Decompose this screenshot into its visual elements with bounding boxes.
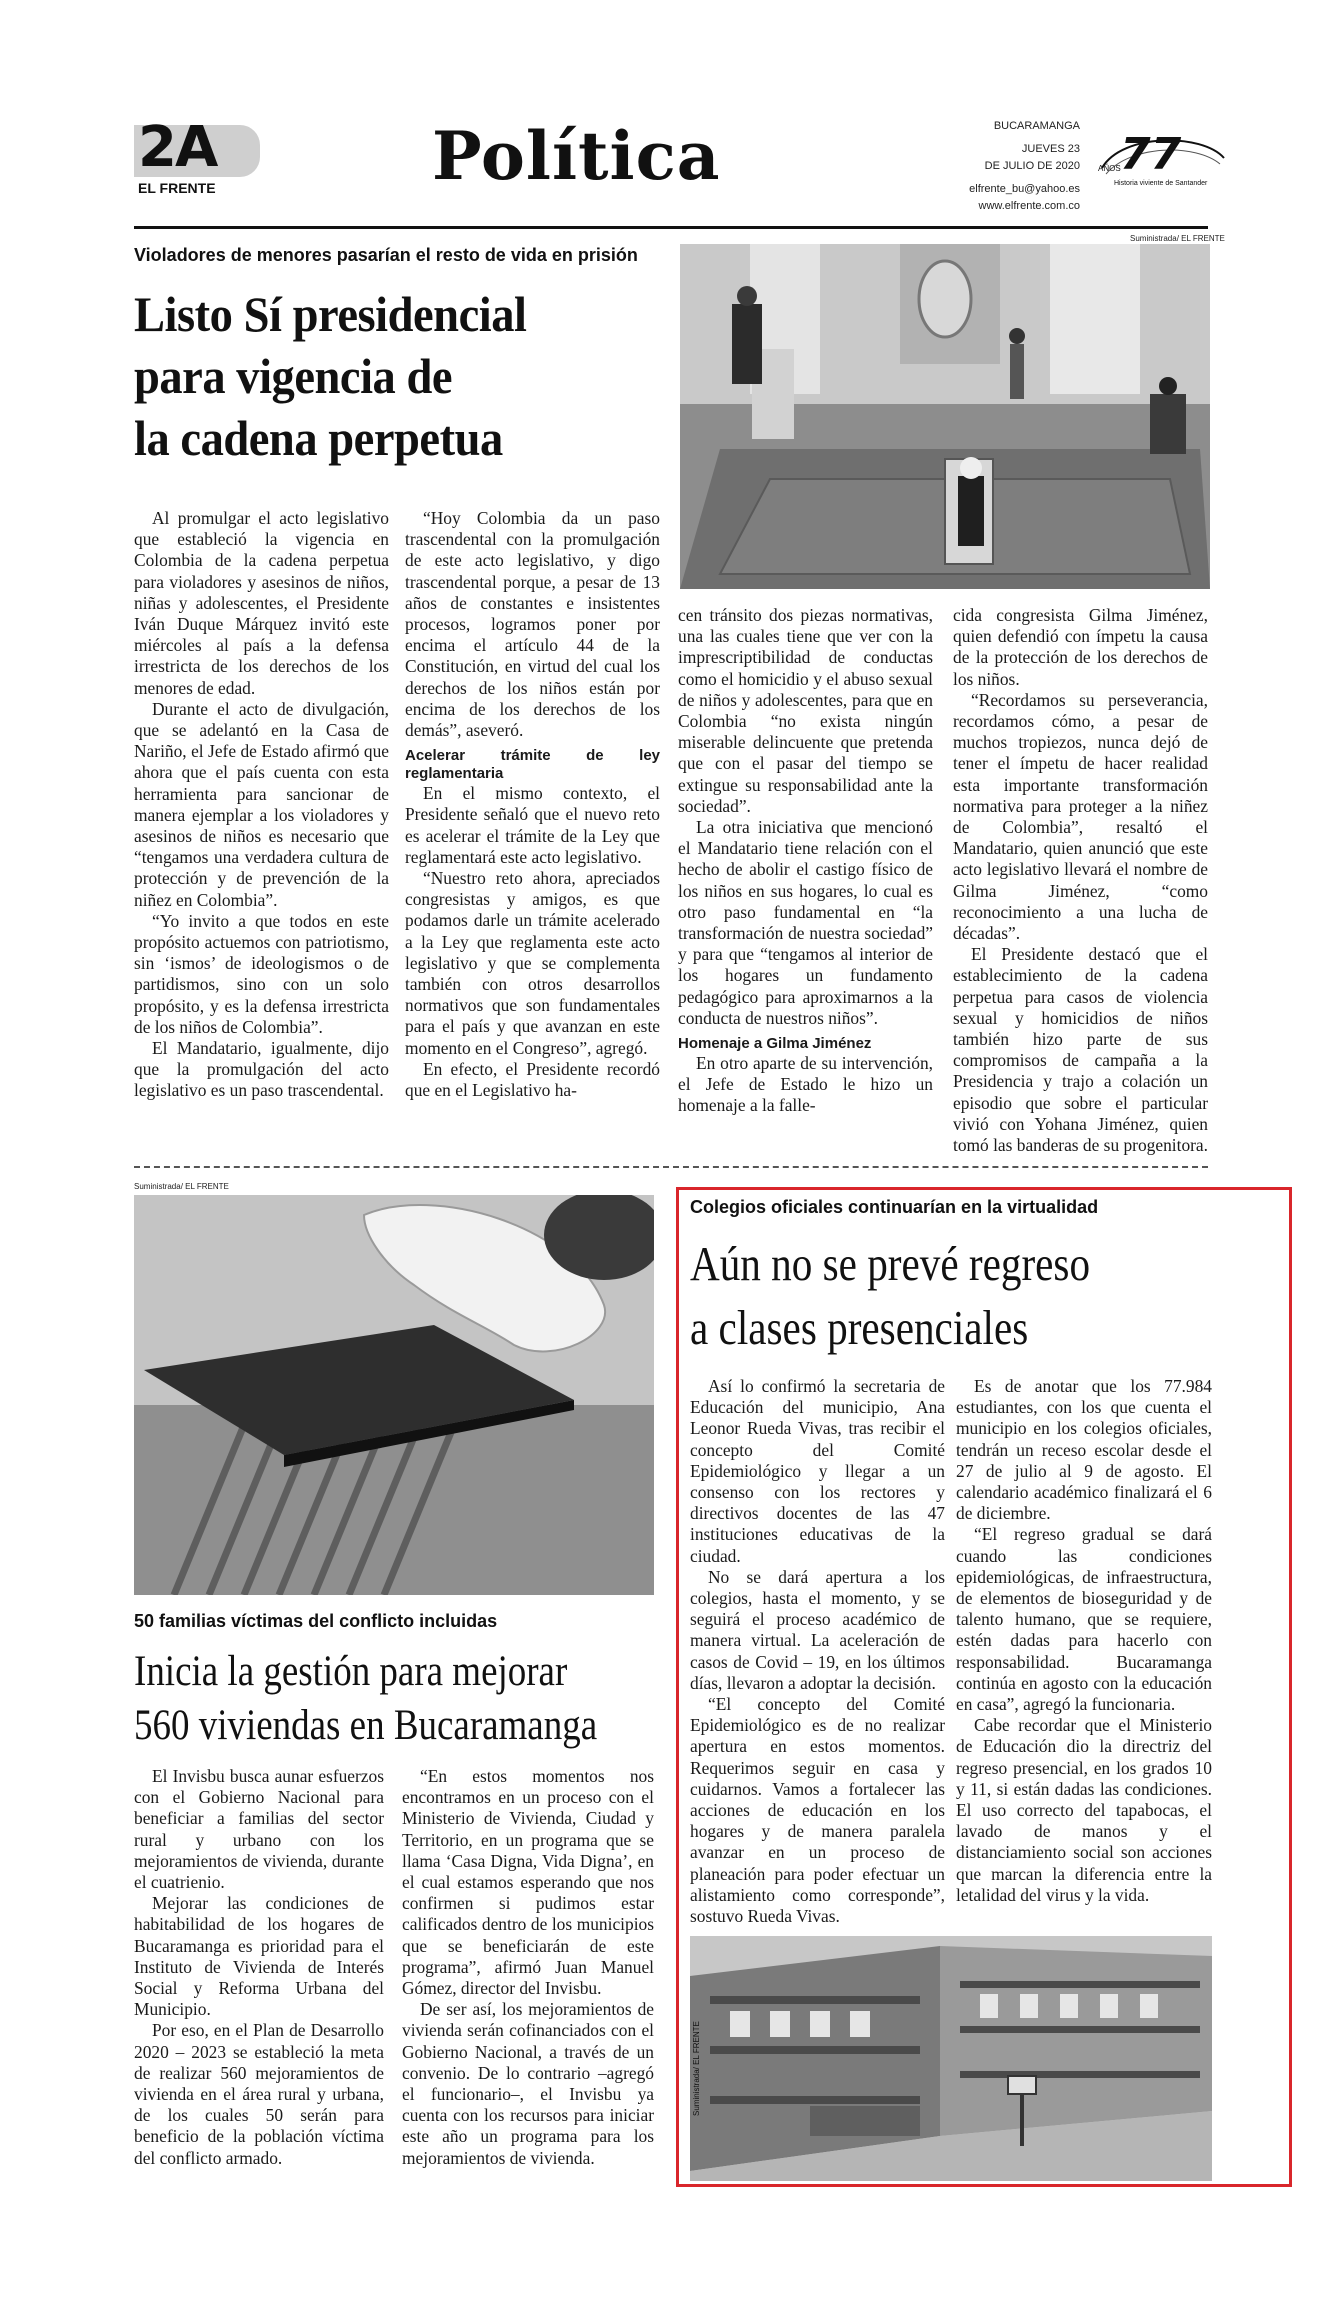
dateline-city: BUCARAMANGA: [993, 120, 1080, 132]
anniversary-number: 77: [1120, 129, 1182, 180]
article2-paragraph: “En estos momentos nos encontramos en un proceso con el Ministerio de Vivienda, Ciudad y Territorio, en un programa que se llama ‘Casa Digna, Vida Digna’, en el cual estamos esperando que nos confirmen si pudimos estar calificados dentro de los municipios que se beneficiarán de este programa”, afirmó Juan Manuel Gómez, director del Invisbu.: [402, 1766, 654, 1999]
article1-headline-line: para vigencia de: [134, 348, 453, 404]
article1-paragraph: Al promulgar el acto legislativo que estableció la vigencia en Colombia de la cadena perpetua para violadores y asesinos de niños, niñas y adolescentes, el Presidente Iván Duque Márquez invitó este miércoles al país a la defensa irrestricta de los derechos de los menores de edad.: [134, 508, 389, 698]
article1-paragraph: El Mandatario, igualmente, dijo que la promulgación del acto legislativo es un paso trascendental.: [134, 1038, 389, 1101]
article2-column-2: [402, 1766, 654, 2169]
article1-paragraph: cida congresista Gilma Jiménez, quien defendió con ímpetu la causa de la protección de los derechos de los niños.: [953, 605, 1208, 689]
article1-paragraph: “Nuestro reto ahora, apreciados congresistas y amigos, es que podamos darle un trámite acelerado a la Ley que reglamenta este acto legislativo y que se complementa también con otros desarrollos normativos que son fundamentales para el país y que avanzan en este momento en el Congreso”, agregó.: [405, 868, 660, 1058]
article1-paragraph: “Yo invito a que todos en este propósito actuemos con patriotismo, sin ‘ismos’ de ideologismos o de partidismos, sino con un solo propósito, y es la defensa irrestricta de los niños de Colombia”.: [134, 910, 389, 1037]
school-courtyard-photo-image: [690, 1936, 1212, 2181]
article2-paragraph: Por eso, en el Plan de Desarrollo 2020 – 2023 se estableció la meta de realizar 560 mejoramientos de vivienda en el área rural y urbana, de los cuales 50 serán para beneficio de la población víctima del conflicto armado.: [134, 2020, 384, 2168]
header-rule: [134, 226, 1208, 229]
article2-paragraph: Mejorar las condiciones de habitabilidad de los hogares de Bucaramanga es prioridad para el Instituto de Vivienda de Interés Social y Reforma Urbana del Municipio.: [134, 1893, 384, 2020]
article3-column-1: [690, 1376, 945, 1927]
article1-photo-credit: Suministrada/ EL FRENTE: [1130, 234, 1225, 243]
article3-headline: [690, 1232, 1090, 1360]
article3-paragraph: Es de anotar que los 77.984 estudiantes, con los que cuenta el municipio en los colegios oficiales, tendrán un receso escolar desde el 27 de julio al 9 de agosto. El calendario académico finalizará el 6 de diciembre.: [956, 1376, 1212, 1524]
article1-paragraph: “Hoy Colombia da un paso trascendental con la promulgación de este acto legislativo, y digo trascendental porque, a pesar de 13 años de constantes e insistentes procesos, logramos poner por encima el artículo 44 de la Constitución, en virtud del cual los derechos de los niños están por encima de los derechos de los demás”, aseveró.: [405, 508, 660, 741]
article3-paragraph: “El regreso gradual se dará cuando las condiciones epidemiológicas, de infraestructura, de elementos de bioseguridad y de talento humano, que se requiere, estén dadas para hacerlo con responsabilidad. Bucaramanga continúa en agosto con la educación en casa”, agregó la funcionaria.: [956, 1524, 1212, 1715]
article1-column-3: [678, 605, 933, 1117]
dateline-date: DE JULIO DE 2020: [984, 160, 1080, 172]
article2-photo-credit: Suministrada/ EL FRENTE: [134, 1182, 229, 1191]
article1-subhead: Homenaje a Gilma Jiménez: [678, 1035, 872, 1053]
article2-column-1: [134, 1766, 384, 2169]
anniversary-logo: [1092, 128, 1232, 198]
article1-kicker: Violadores de menores pasarían el resto de vida en prisión: [134, 245, 638, 265]
article3-paragraph: No se dará apertura a los colegios, hasta el momento, y se seguirá el proceso académico de manera virtual. La aceleración de casos de Covid – 19, en los últimos días, llevaron a adoptar la decisión.: [690, 1566, 945, 1693]
article2-paragraph: De ser así, los mejoramientos de vivienda serán cofinanciados con el Gobierno Nacional, a través de un convenio. De lo contrario –agregó el funcionario–, el Invisbu ya cuenta con los recursos para iniciar este año un programa para los mejoramientos de vivienda.: [402, 1999, 654, 2168]
contact-email: elfrente_bu@yahoo.es: [969, 183, 1080, 195]
article1-paragraph: En efecto, el Presidente recordó que en el Legislativo ha-: [405, 1058, 660, 1101]
article2-photo: [134, 1195, 654, 1595]
article1-subhead: Acelerar trámite de ley reglamentaria: [405, 747, 660, 783]
article3-headline-line: Aún no se prevé regreso: [690, 1236, 1091, 1291]
article1-paragraph: “Recordamos su perseverancia, recordamos cómo, a pesar de muchos tropiezos, nunca dejó de tener el ímpetu de hacer realidad esta importante transformación normativa para proteger a la niñez de Colombia”, resaltó el Mandatario, quien anunció que este acto legislativo llevará el nombre de Gilma Jiménez, “como reconocimiento a una lucha de décadas”.: [953, 689, 1208, 944]
article2-kicker: 50 familias víctimas del conflicto incluidas: [134, 1611, 498, 1631]
article2-headline-line: 560 viviendas en Bucaramanga: [134, 1702, 598, 1749]
section-title: Política: [432, 117, 721, 195]
article3-photo-credit: Suministrada/ EL FRENTE: [692, 2021, 701, 2116]
article1-headline-line: la cadena perpetua: [134, 410, 503, 466]
article3-paragraph: Cabe recordar que el Ministerio de Educación dio la directriz del regreso presencial, en los grados 10 y 11, si están dadas las condiciones. El uso correcto del tapabocas, el lavado de manos y el distanciamiento social son acciones que marcan la diferencia entre la letalidad del virus y la vida.: [956, 1715, 1212, 1905]
article3-headline-line: a clases presenciales: [690, 1300, 1029, 1355]
article1-paragraph: El Presidente destacó que el establecimiento de la cadena perpetua para casos de violencia sexual y homicidios de niños también hizo parte de sus compromisos de campaña a la Presidencia y trajo a colación un episodio que sobre el particular vivió con Yohana Jiménez, quien tomó las banderas de su progenitora.: [953, 944, 1208, 1156]
article1-column-4: [953, 605, 1208, 1156]
article1-paragraph: Durante el acto de divulgación, que se adelantó en la Casa de Nariño, el Jefe de Estado afirmó que ahora que el país cuenta con esta herramienta para sancionar de manera ejemplar a los violadores y asesinos de niños es necesario que “tengamos una verdadera cultura de protección y de prevención de la niñez en Colombia”.: [134, 698, 389, 910]
article1-paragraph: La otra iniciativa que mencionó el Mandatario tiene relación con el hecho de abolir el castigo físico de los niños en sus hogares, lo cual es otro paso fundamental en “la transformación de nuestra sociedad” y para que “tengamos al interior de los hogares un fundamento pedagógico para aproximarnos a la conducta de nuestros niños”.: [678, 817, 933, 1028]
page-number: 2A: [138, 115, 217, 180]
article1-headline-line: Listo Sí presidencial: [134, 286, 527, 342]
article1-column-2: [405, 508, 660, 1101]
article3-column-2: [956, 1376, 1212, 1906]
article1-paragraph: En el mismo contexto, el Presidente señaló que el nuevo reto es acelerar el trámite de la Ley que reglamentará este acto legislativo.: [405, 783, 660, 867]
article3-paragraph: Así lo confirmó la secretaria de Educación del municipio, Ana Leonor Rueda Vivas, tras recibir el concepto del Comité Epidemiológico y llegar a un consenso con los rectores y directivos docentes de las 47 instituciones educativas de la ciudad.: [690, 1376, 945, 1566]
article1-paragraph: En otro aparte de su intervención, el Jefe de Estado le hizo un homenaje a la falle-: [678, 1053, 933, 1116]
anniversary-tagline: Historia viviente de Santander: [1114, 180, 1208, 187]
article3-paragraph: “El concepto del Comité Epidemiológico es de no realizar apertura en estos momentos. Requerimos seguir en casa y cuidarnos. Vamos a fortalecer las acciones de educación en los hogares y de manera paralela avanzar en un proceso de planeación para poder efectuar un alistamiento como corresponde”, sostuvo Rueda Vivas.: [690, 1694, 945, 1927]
section-divider: [134, 1166, 1208, 1168]
article1-headline: [134, 283, 526, 469]
article2-headline-line: Inicia la gestión para mejorar: [134, 1648, 568, 1695]
plastering-photo-image: [134, 1195, 654, 1595]
ceremony-photo-image: [680, 244, 1210, 589]
article1-paragraph: cen tránsito dos piezas normativas, una las cuales tiene que ver con la imprescriptibilidad de conductas como el homicidio y el abuso sexual de niños y adolescentes, para que en Colombia “no exista ningún miserable delincuente que pretenda que con el pasar del tiempo se extingue su responsabilidad ante la sociedad”.: [678, 605, 933, 816]
dateline-day: JUEVES 23: [1021, 143, 1080, 155]
article3-kicker: Colegios oficiales continuarían en la virtualidad: [690, 1197, 1099, 1217]
paper-name: EL FRENTE: [138, 180, 216, 196]
dateline: [940, 118, 1080, 215]
article2-headline: [134, 1645, 597, 1753]
article1-photo: [680, 244, 1210, 589]
contact-website: www.elfrente.com.co: [978, 200, 1080, 212]
article2-paragraph: El Invisbu busca aunar esfuerzos con el Gobierno Nacional para beneficiar a familias del sector rural y urbano con los mejoramientos de vivienda, durante el cuatrienio.: [134, 1766, 384, 1893]
article1-column-1: [134, 508, 389, 1102]
article3-photo: [690, 1936, 1212, 2181]
anniversary-word: AÑOS: [1098, 164, 1121, 173]
